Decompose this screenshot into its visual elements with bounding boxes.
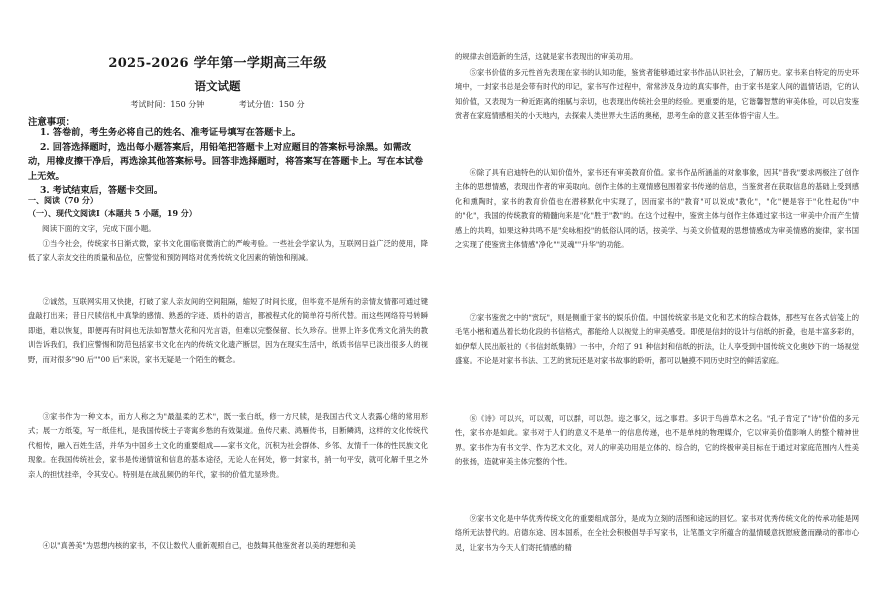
section-part: 一、阅读（70 分） [28,195,98,205]
exam-time: 考试时间：150 分钟 [130,100,205,109]
paragraph-5: ⑤家书价值的多元性首先表现在家书的认知功能，鉴赏者能够通过家书作品认识社会，了解历史。家书来自特定的历史环境中，一封家书总是会带有时代的印记，家书写作过程中，常常涉及身边的真实事件，由于家书是家人间的温情话语，它的认知价值，又表现为一种近距离的细腻与亲切，也表现出传统社会里的经验。更重要的是，它谐馨智慧的审美体验，可以启发鉴赏者在家庭情感相关的小天地内，去探索人类世界大生活的奥秘，思考生命的意义甚至体悟宇宙人生。 [455,68,859,121]
notice-item: 1. 答卷前，考生务必将自己的姓名、准考证号填写在答题卡上。 [40,127,301,138]
section-instruction: 阅读下面的文字，完成下面小题。 [42,224,156,233]
paragraph-4: ④以"真善美"为思想内核的家书，不仅让数代人重新观照自己，也鼓舞其他鉴赏者以美的理想和美 [42,541,356,550]
notice-list [28,126,426,199]
exam-subject: 语文试题 [194,79,241,93]
exam-info [0,99,435,110]
paragraph-9: ⑨家书文化是中华优秀传统文化的重要组成部分，是成为立刻的活图和途远的回忆。家书对优秀传统文化的传承功能是网络所无法替代的。启德东途、因本国系，在全社会积极倡导手写家书，让笔墨文字所蕴含的温情暖意抚慰疲惫而躁动的都市心灵，让家书为今天人们寄托情感的精 [455,514,859,552]
paragraph-8: ⑧《诗》可以兴，可以观，可以群，可以怨。迩之事父，远之事君。多识于鸟兽草木之名。"孔子肯定了"诗"价值的多元性，家书亦是如此。家书对于人们的意义不是单一的信息传递，也不是单纯的物理媒介，它以审美价值影响人的整个精神世界。家书作为有书文学、作为艺术文化，对人的审美功用是立体的、综合的，它的终极审美目标在于通过对家庭范围内人性美的张扬，造就审美主体完整的个性。 [455,414,859,467]
paragraph-4-continued: 的规律去创造新的生活，这就是家书表现出的审美功用。 [455,52,638,61]
paragraph-3: ③家书作为一种文本，而方人称之为"最温柔的艺术"，既一张白纸，修一方尺牍，是我国古代文人表露心绪的常用形式；展一方纸笺，写一纸佳札，是我国传统士子寄寓乡愁的有效渠道。鱼传尺素、鸿雁传书，目断鳞鸿，这样的文化传统代代相传，融入百姓生活，并华为中国乡土文化的重要组成——家书文化，沉积为社会群体、乡邻、友情千一体的性民族文化现象。在我国传统社会，家书是传递情谊和信息的基本途径，无论人在何处，修一封家书，捎一句平安，就可化解千里之外亲人的担忧挂牵，令其安心。特别是在战乱频仍的年代，家书的价值尤显珍贵。 [28,412,428,479]
paragraph-1: ①当今社会，传统家书日渐式微，家书文化面临衰微消亡的严峻考验。一些社会学家认为，互联网日益广泛的使用，降低了家人亲友交往的质量和品位，应警觉和预防网络对优秀传统文化因素的销蚀和削减。 [28,239,428,263]
paragraph-7: ⑦家书鉴赏之中的"赏玩"，则是侧重于家书的娱乐价值。中国传统家书是文化和艺术的综合载体，那些写在各式信笺上的毛笔小楷和遒丛着长幼化段的书信格式，都能给人以视觉上的审美感受。即使是信封的设计与信纸的折叠，也是丰富多彩的，如伊犁人民出版社的《书信封纸集锦》一书中，介绍了 91 种信封和信纸的折法，让人享受到中国传统文化奥妙下的一场视觉盛宴。不论是对家书书法、工艺的赏玩还是对家书故事的聆听，都可以触摸不同历史时空的鲜活家庭。 [455,313,859,366]
notice-item: 3. 考试结束后，答题卡交回。 [40,185,164,196]
notice-heading: 注意事项： [28,117,75,128]
exam-title: 2025-2026 学年第一学期高三年级 [108,56,327,71]
paragraph-6: ⑥除了具有启迪特色的认知价值外，家书还有审美教育价值。家书作品所涵盖的对象事象，因其"普我"要求两极注了创作主体的思想情感，表现出作者的审美取向。创作主体的主观情感包围着家书传递的信息，当鉴赏者在获取信息的基础上受到感化和熏陶时，家书的教育价值也在潜移默化中实现了，因而家书的"教育"可以说成"教化"，"化"便是容于"化性起伪"中的"化"，我国的传统教育的精髓向来是"化"胜于"教"的。在这个过程中，鉴赏主体与创作主体通过家书这一审美中介而产生情感上的共鸣，如果这种共鸣不是"矣咏相投"的低俗认同的话，按美学、与美文价值观的思想情感成为审美情感的旋律，家书国之实现了使鉴赏主体情感"净化""灵魂""升华"的功能。 [455,168,859,250]
notice-item: 2. 回答选择题时，选出每小题答案后，用铅笔把答题卡上对应题目的答案标号涂黑。如需改动，用橡皮擦干净后，再选涂其他答案标号。回答非选择题时，将答案写在答题卡上。写在本试卷上无效。 [28,141,424,182]
exam-score: 考试分值：150 分 [238,100,305,109]
paragraph-2: ②诚然，互联网实用又快捷，打破了家人亲友间的空间阻隔，缩短了时间长度，但毕竟不是所有的亲情友情都可通过键盘敲打出来；昔日尺牍信札中真挚的感情、熟悉的字迹、质朴的语言，都被程式化的简单符号所代替。而这些网络符号转瞬即逝，难以恢复，即便再有时间也无法如智慧火花和闪光言语，但难以完整保留、长久珍存。世界上许多优秀文化消失的教训告诉我们，我们应警惕和防范包括家书文化在内的传统文化遗产断层，因为在现实生活中，纸质书信早已淡出很多人的视野，而对很多"90 后""00 后"来说，家书无疑是一个陌生的概念。 [28,297,428,364]
section-sub: （一）、现代文阅读Ⅰ（本题共 5 小题，19 分） [28,208,197,218]
